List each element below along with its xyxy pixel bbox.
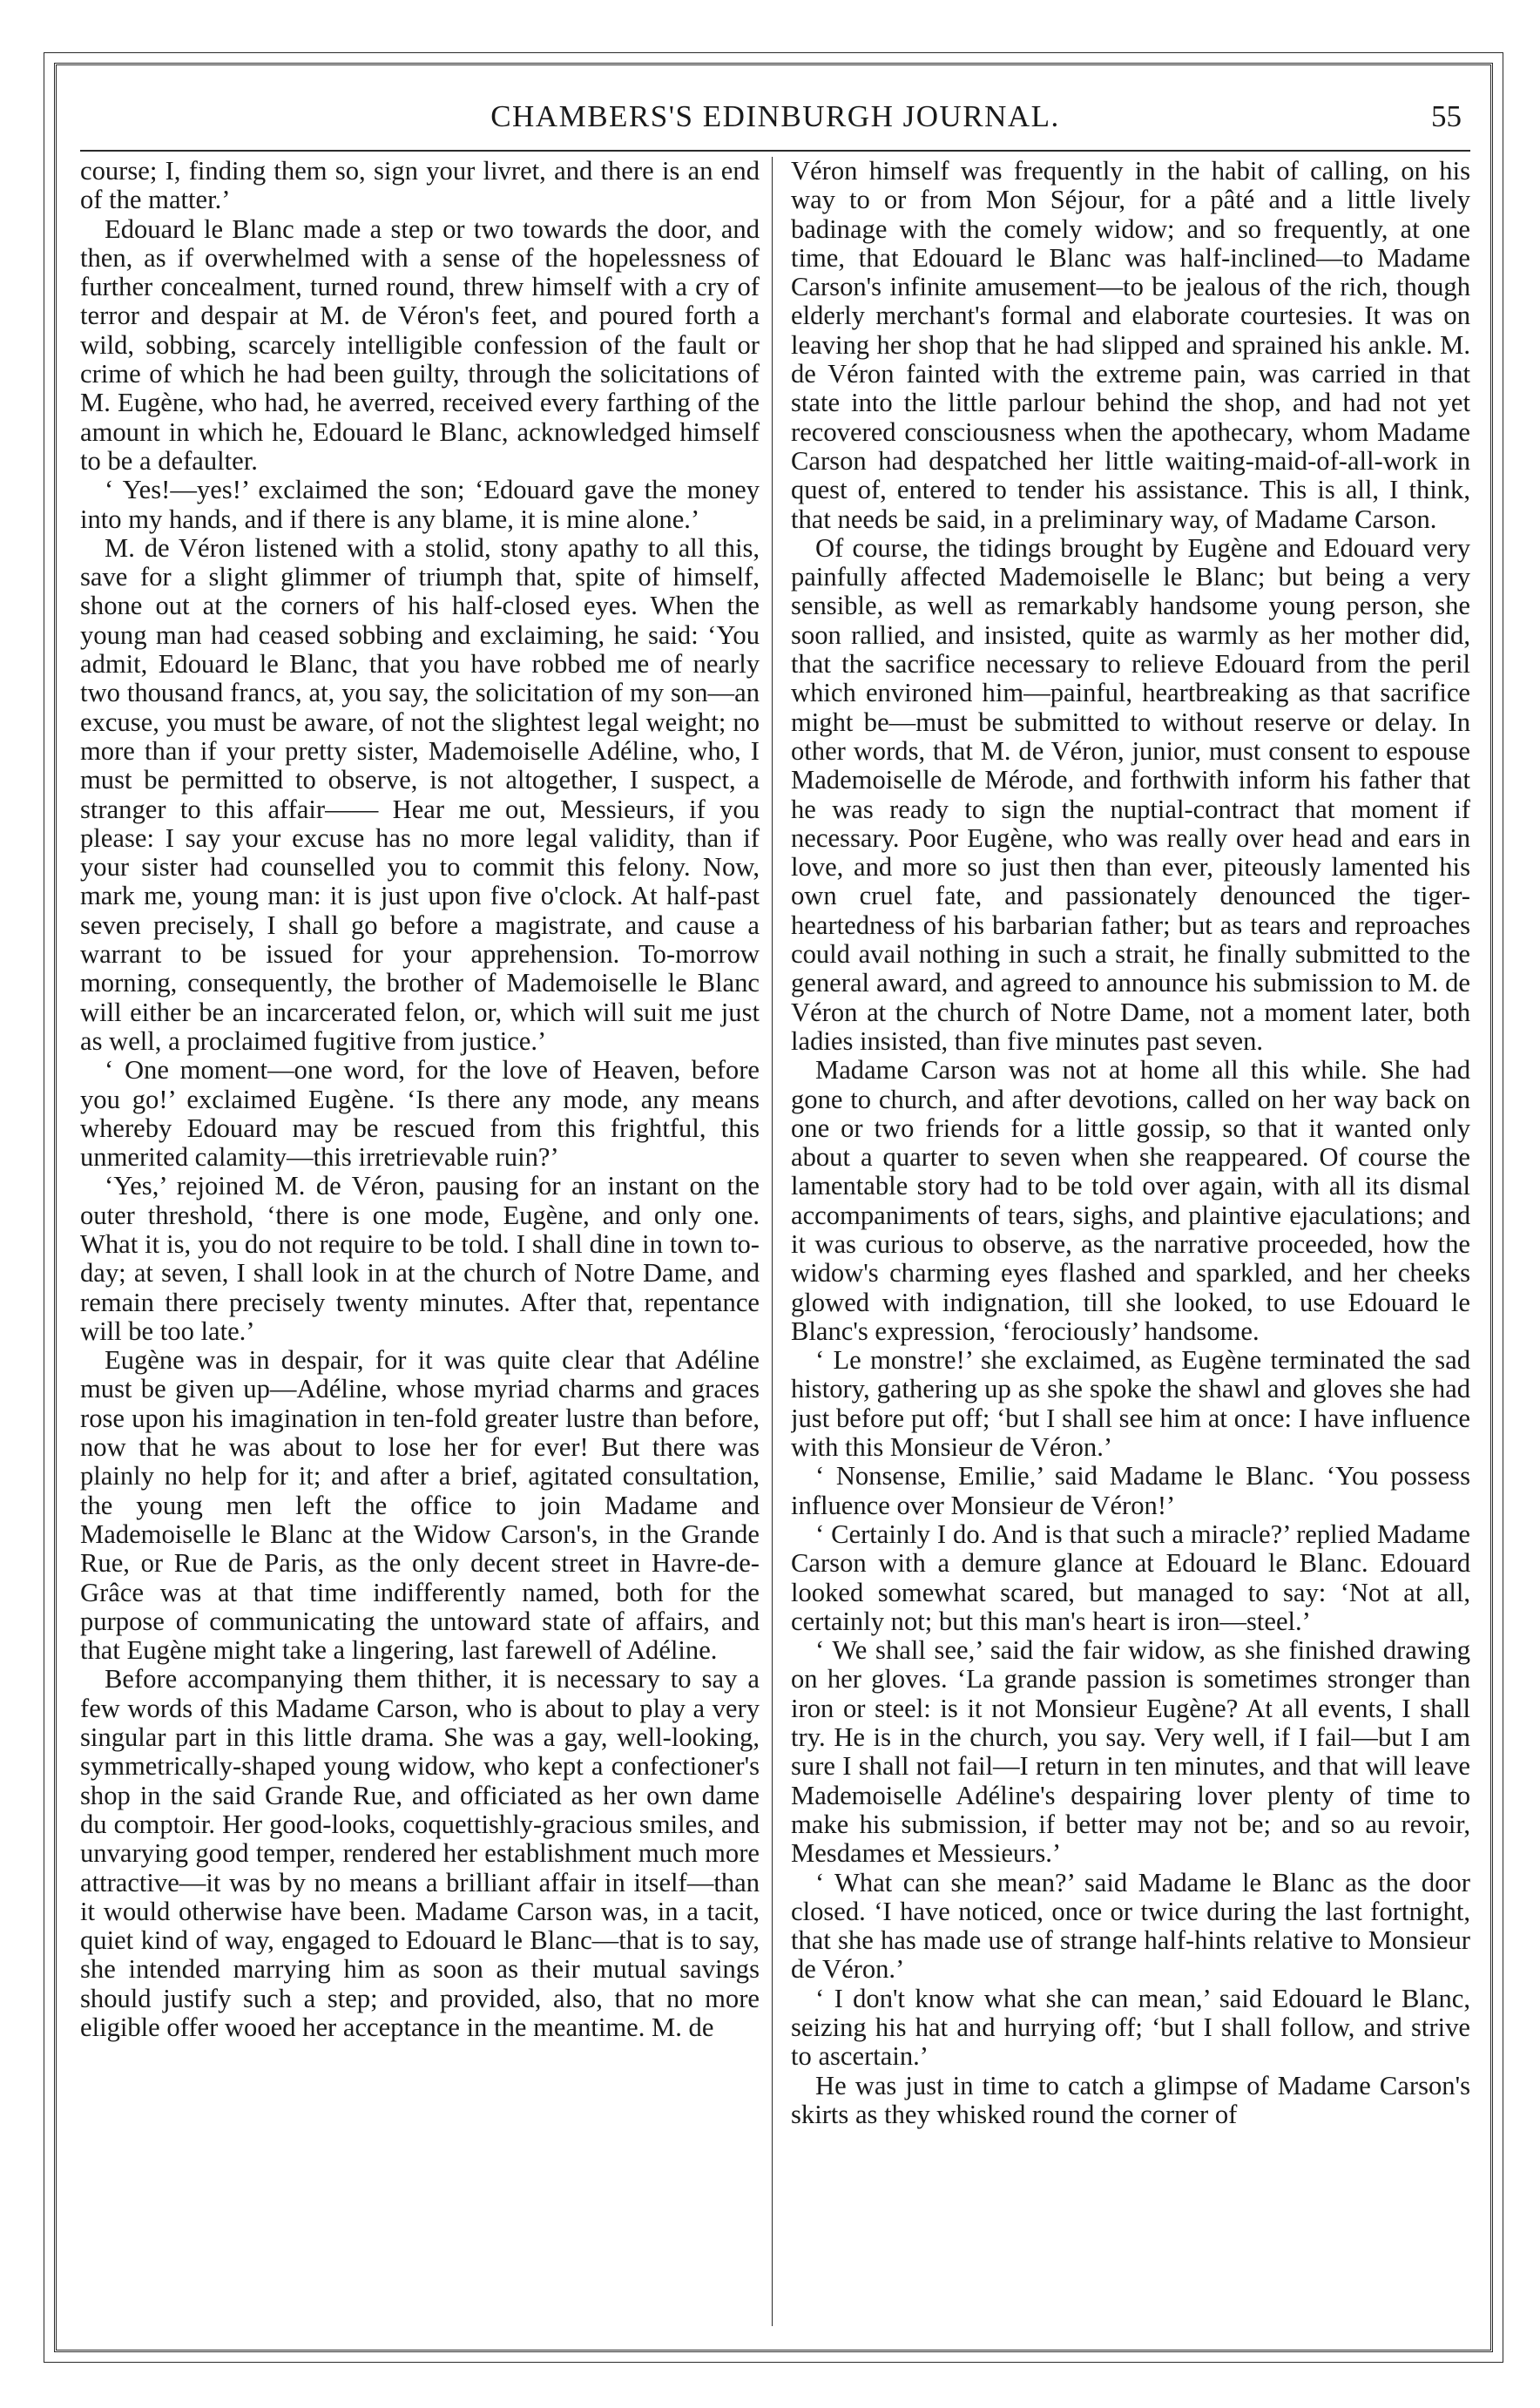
right-column <box>791 157 1470 2326</box>
paragraph: ‘ Yes!—yes!’ exclaimed the son; ‘Edouard gave the money into my hands, and if there is any blame, it is mine alone.’ <box>80 475 760 534</box>
paragraph: Edouard le Blanc made a step or two towards the door, and then, as if overwhelmed with a sense of the hopelessness of further concealment, turned round, threw himself with a cry of terror and despair at M. de Véron's feet, and poured forth a wild, sobbing, scarcely intelligible confession of the fault or crime of which he had been guilty, through the solicitations of M. Eugène, who had, he averred, received every farthing of the amount in which he, Edouard le Blanc, acknowledged himself to be a defaulter. <box>80 213 760 476</box>
paragraph: Of course, the tidings brought by Eugène and Edouard very painfully affected Mademoiselle le Blanc; but being a very sensible, as well as remarkably handsome young person, she soon rallied, and insisted, quite as warmly as her mother did, that the sacrifice necessary to relieve Edouard from the peril which environed him—painful, heartbreaking as that sacrifice might be—must be submitted to without reserve or delay. In other words, that M. de Véron, junior, must consent to espouse Mademoiselle de Mérode, and forthwith inform his father that he was ready to sign the nuptial-contract that moment if necessary. Poor Eugène, who was really over head and ears in love, and more so just then than ever, piteously lamented his own cruel fate, and passionately denounced the tiger-heartedness of his barbarian father; but as tears and reproaches could avail nothing in such a strait, he finally submitted to the general award, and agreed to announce his submission to M. de Véron at the church of Notre Dame, not a moment later, both ladies insisted, than five minutes past seven. <box>791 532 1470 1056</box>
paragraph: ‘ We shall see,’ said the fair widow, as she finished drawing on her gloves. ‘La grande passion is sometimes stronger than iron or steel: is it not Monsieur Eugène? At all events, I shall try. He is in the church, you say. Very well, if I fail—but I am sure I shall not fail—I return in ten minutes, and that will leave Mademoiselle Adéline's despairing lover plenty of time to make his submission, if better may not be; and so au revoir, Mesdames et Messieurs.’ <box>791 1635 1470 1869</box>
paragraph: ‘Yes,’ rejoined M. de Véron, pausing for an instant on the outer threshold, ‘there is one mode, Eugène, and only one. What it is, you do not require to be told. I shall dine in town to-day; at seven, I shall look in at the church of Notre Dame, and remain there precisely twenty minutes. After that, repentance will be too late.’ <box>80 1171 760 1346</box>
journal-title: CHAMBERS'S EDINBURGH JOURNAL. <box>490 99 1060 133</box>
paragraph: ‘ Certainly I do. And is that such a miracle?’ replied Madame Carson with a demure glance at Edouard le Blanc. Edouard looked somewhat scared, but managed to say: ‘Not at all, certainly not; but this man's heart is iron—steel.’ <box>791 1519 1470 1636</box>
paragraph: ‘ Le monstre!’ she exclaimed, as Eugène terminated the sad history, gathering up as she spoke the shawl and gloves she had just before put off; ‘but I shall see him at once: I have influence with this Monsieur de Véron.’ <box>791 1345 1470 1463</box>
paragraph: Véron himself was frequently in the habit of calling, on his way to or from Mon Séjour, for a pâté and a little lively badinage with the comely widow; and so frequently, at one time, that Edouard le Blanc was half-inclined—to Madame Carson's infinite amusement—to be jealous of the rich, though elderly merchant's formal and elaborate courtesies. It was on leaving her shop that he had slipped and sprained his ankle. M. de Véron fainted with the extreme pain, was carried in that state into the little parlour behind the shop, and had not yet recovered consciousness when the apothecary, whom Madame Carson had despatched her little waiting-maid-of-all-work in quest of, entered to tender his assistance. This is all, I think, that needs be said, in a preliminary way, of Madame Carson. <box>791 157 1470 534</box>
paragraph: He was just in time to catch a glimpse of Madame Carson's skirts as they whisked round the corner of <box>791 2070 1470 2129</box>
paragraph: course; I, finding them so, sign your livret, and there is an end of the matter.’ <box>80 157 760 215</box>
paragraph: Before accompanying them thither, it is necessary to say a few words of this Madame Carson, who is about to play a very singular part in this little drama. She was a gay, well-looking, symmetrically-shaped young widow, who kept a confectioner's shop in the said Grande Rue, and officiated as her own dame du comptoir. Her good-looks, coquettishly-gracious smiles, and unvarying good temper, rendered her establishment much more attractive—it was by no means a brilliant affair in itself—than it would otherwise have been. Madame Carson was, in a tacit, quiet kind of way, engaged to Edouard le Blanc—that is to say, she intended marrying him as soon as their mutual savings should justify such a step; and provided, also, that no more eligible offer wooed her acceptance in the meantime. M. de <box>80 1664 760 2042</box>
running-header <box>80 94 1470 152</box>
column-divider <box>772 157 773 2326</box>
left-column <box>80 157 760 2326</box>
paragraph: ‘ I don't know what she can mean,’ said Edouard le Blanc, seizing his hat and hurrying off; ‘but I shall follow, and strive to ascertain.’ <box>791 1983 1470 2072</box>
paragraph: Madame Carson was not at home all this while. She had gone to church, and after devotions, called on her way back on one or two friends for a little gossip, so that it wanted only about a quarter to seven when she reappeared. Of course the lamentable story had to be told over again, with all its dismal accompaniments of tears, sighs, and plaintive ejaculations; and it was curious to observe, as the narrative proceeded, how the widow's charming eyes flashed and sparkled, and her cheeks glowed with indignation, till she looked, to use Edouard le Blanc's expression, ‘ferociously’ handsome. <box>791 1055 1470 1346</box>
paragraph: ‘ Nonsense, Emilie,’ said Madame le Blanc. ‘You possess influence over Monsieur de Véron!’ <box>791 1461 1470 1520</box>
paragraph: ‘ One moment—one word, for the love of Heaven, before you go!’ exclaimed Eugène. ‘Is there any mode, any means whereby Edouard may be rescued from this frightful, this unmerited calamity—this irretrievable ruin?’ <box>80 1055 760 1173</box>
paragraph: ‘ What can she mean?’ said Madame le Blanc as the door closed. ‘I have noticed, once or twice during the last fortnight, that she has made use of strange half-hints relative to Monsieur de Véron.’ <box>791 1867 1470 1985</box>
page-number: 55 <box>1431 99 1462 133</box>
paragraph: Eugène was in despair, for it was quite clear that Adéline must be given up—Adéline, whose myriad charms and graces rose upon his imagination in ten-fold greater lustre than before, now that he was about to lose her for ever! But there was plainly no help for it; and after a brief, agitated consultation, the young men left the office to join Madame and Mademoiselle le Blanc at the Widow Carson's, in the Grande Rue, or Rue de Paris, as the only decent street in Havre-de-Grâce was at that time indifferently named, both for the purpose of communicating the untoward state of affairs, and that Eugène might take a lingering, last farewell of Adéline. <box>80 1345 760 1666</box>
paragraph: M. de Véron listened with a stolid, stony apathy to all this, save for a slight glimmer of triumph that, spite of himself, shone out at the corners of his half-closed eyes. When the young man had ceased sobbing and exclaiming, he said: ‘You admit, Edouard le Blanc, that you have robbed me of nearly two thousand francs, at, you say, the solicitation of my son—an excuse, you must be aware, of not the slightest legal weight; no more than if your pretty sister, Mademoiselle Adéline, who, I must be permitted to observe, is not altogether, I suspect, a stranger to this affair—— Hear me out, Messieurs, if you please: I say your excuse has no more legal validity, than if your sister had counselled you to commit this felony. Now, mark me, young man: it is just upon five o'clock. At half-past seven precisely, I shall go before a magistrate, and cause a warrant to be issued for your apprehension. To-morrow morning, consequently, the brother of Mademoiselle le Blanc will either be an incarcerated felon, or, which will suit me just as well, a proclaimed fugitive from justice.’ <box>80 532 760 1056</box>
